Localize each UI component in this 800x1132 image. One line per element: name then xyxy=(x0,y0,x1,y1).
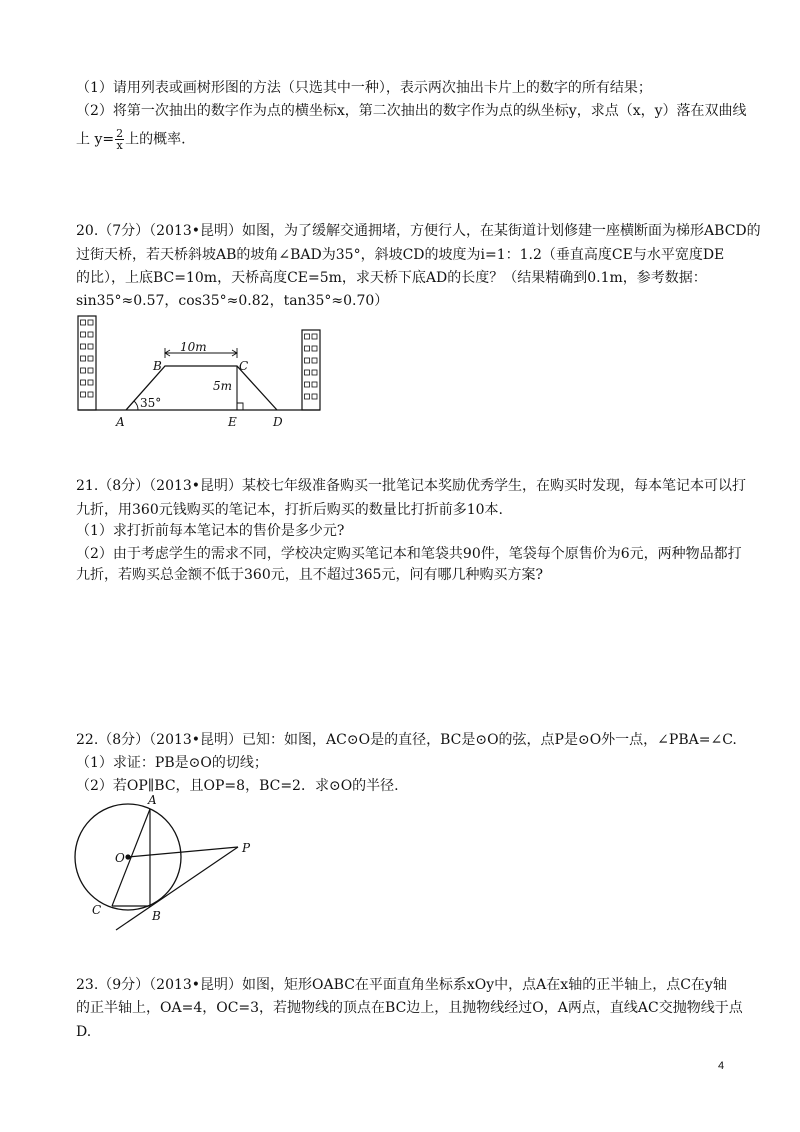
fraction-denominator: x xyxy=(116,139,123,152)
q19-part2: （2）将第一次抽出的数字作为点的横坐标x，第二次抽出的数字作为点的纵坐标y，求点（x，y）落在双曲线 xyxy=(76,103,747,119)
label-p: P xyxy=(242,841,251,855)
q20-line3: 的比），上底BC=10m，天桥高度CE=5m，求天桥下底AD的长度？（结果精确到0.1m，参考数据： xyxy=(76,270,707,286)
center-dot xyxy=(125,854,130,859)
q21-line4: （2）由于考虑学生的需求不同，学校决定购买笔记本和笔袋共90件，笔袋每个原售价为6元，两种物品都打 xyxy=(76,546,742,562)
left-building-windows xyxy=(81,320,94,397)
label-b: B xyxy=(153,359,162,373)
q20-line1: 20.（7分）（2013•昆明）如图，为了缓解交通拥堵，方便行人，在某街道计划修建一座横断面为梯形ABCD的 xyxy=(76,223,761,239)
q22-line1: 22.（8分）（2013•昆明）已知：如图，AC⊙O是的直径，BC是⊙O的弦，点P是⊙O外一点，∠PBA=∠C. xyxy=(76,732,737,748)
label-d: D xyxy=(273,415,283,429)
q21-line1: 21.（8分）（2013•昆明）某校七年级准备购买一批笔记本奖励优秀学生，在购买时发现，每本笔记本可以打 xyxy=(76,478,747,494)
q19-part2-end xyxy=(76,128,186,151)
angle-arc-a xyxy=(134,401,138,410)
label-10m: 10m xyxy=(180,340,207,354)
overpass-trapezoid-figure xyxy=(70,310,340,435)
q23-line2: 的正半轴上，OA=4，OC=3，若抛物线的顶点在BC边上，且抛物线经过O，A两点，直线AC交抛物线于点 xyxy=(76,1000,743,1016)
label-5m: 5m xyxy=(213,379,233,393)
circle-tangent-figure xyxy=(70,790,270,940)
q22-line3: （2）若OP∥BC，且OP=8，BC=2．求⊙O的半径. xyxy=(76,778,399,794)
label-o: O xyxy=(115,851,125,865)
q23-line1: 23.（9分）（2013•昆明）如图，矩形OABC在平面直角坐标系xOy中，点A在x轴的正半轴上，点C在y轴 xyxy=(76,977,727,993)
q21-line3: （1）求打折前每本笔记本的售价是多少元? xyxy=(76,523,345,539)
q20-line2: 过街天桥，若天桥斜坡AB的坡角∠BAD为35°，斜坡CD的坡度为i=1：1.2（垂直高度CE与水平宽度DE xyxy=(76,247,725,263)
label-a: A xyxy=(116,415,125,429)
q21-line5: 九折，若购买总金额不低于360元，且不超过365元，问有哪几种购买方案? xyxy=(76,567,543,583)
q19-part2-end-prefix: 上 y= xyxy=(76,131,115,148)
fraction-2-over-x xyxy=(115,128,124,151)
segment-op xyxy=(128,847,238,857)
tangent-pb xyxy=(116,847,238,930)
q20-line4: sin35°≈0.57，cos35°≈0.82，tan35°≈0.70） xyxy=(76,293,389,309)
q19-part1: （1）请用列表或画树形图的方法（只选其中一种），表示两次抽出卡片上的数字的所有结果； xyxy=(76,80,652,96)
q23-line3: D. xyxy=(76,1024,92,1040)
q19-part2-end-suffix: 上的概率. xyxy=(125,131,186,148)
label-b: B xyxy=(152,909,161,923)
label-35-degrees: 35° xyxy=(140,396,162,410)
page-number: 4 xyxy=(718,1060,725,1072)
label-a: A xyxy=(148,793,157,807)
q21-line2: 九折，用360元钱购买的笔记本，打折后购买的数量比打折前多10本. xyxy=(76,502,503,518)
fraction-numerator: 2 xyxy=(116,127,124,140)
right-angle-mark xyxy=(237,403,243,410)
q22-line2: （1）求证：PB是⊙O的切线； xyxy=(76,755,268,771)
label-c: C xyxy=(92,903,102,917)
label-e: E xyxy=(228,415,237,429)
label-c: C xyxy=(239,359,249,373)
right-building-windows xyxy=(305,334,318,399)
